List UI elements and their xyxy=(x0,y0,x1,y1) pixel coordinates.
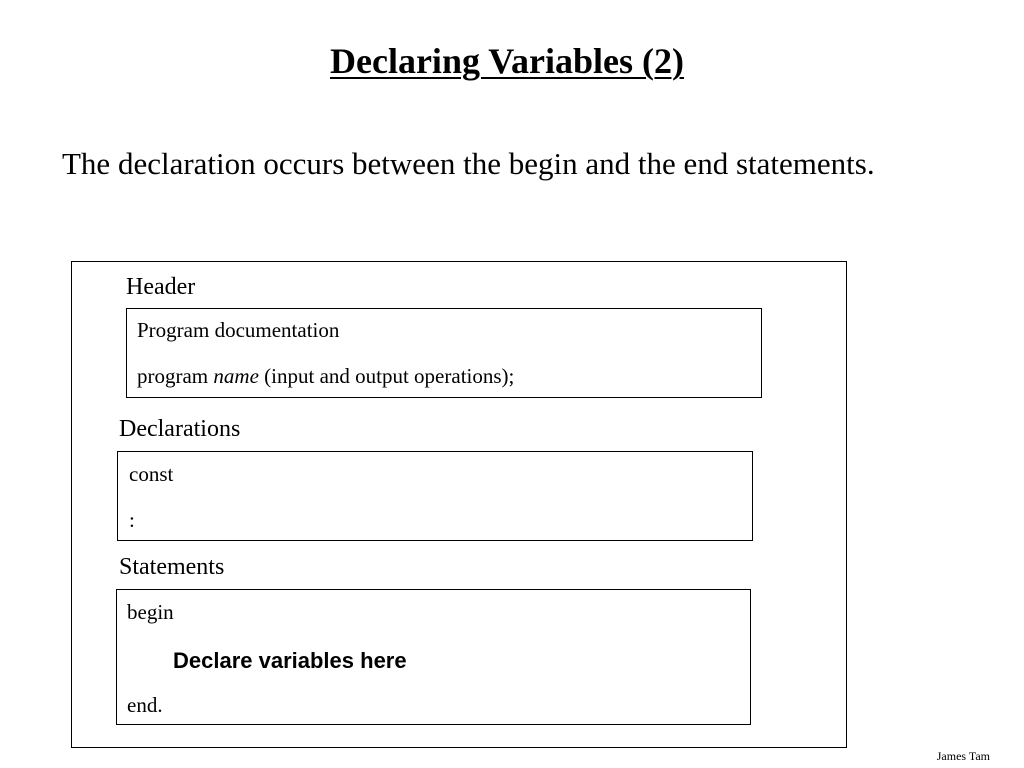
const-keyword-text: const xyxy=(129,462,174,486)
statements-section-box xyxy=(116,589,751,725)
declarations-section-box xyxy=(117,451,753,541)
begin-keyword-text: begin xyxy=(127,600,174,624)
declarations-section-label: Declarations xyxy=(119,416,241,442)
declarations-continuation-mark: : xyxy=(129,508,135,532)
program-operations-text: (input and output operations); xyxy=(258,364,515,388)
program-keyword: program xyxy=(137,364,214,388)
end-keyword-text: end. xyxy=(127,693,163,717)
declare-variables-note: Declare variables here xyxy=(173,648,407,673)
program-documentation-text: Program documentation xyxy=(137,318,340,342)
statements-section-label: Statements xyxy=(119,554,225,580)
slide-title: Declaring Variables (2) xyxy=(330,41,684,81)
program-name-placeholder: name xyxy=(213,364,259,388)
slide-subtitle: The declaration occurs between the begin and the end statements. xyxy=(62,146,875,181)
header-section-box xyxy=(126,308,762,398)
author-footer: James Tam xyxy=(936,749,990,763)
header-section-label: Header xyxy=(126,274,196,300)
program-declaration-line xyxy=(137,364,514,389)
